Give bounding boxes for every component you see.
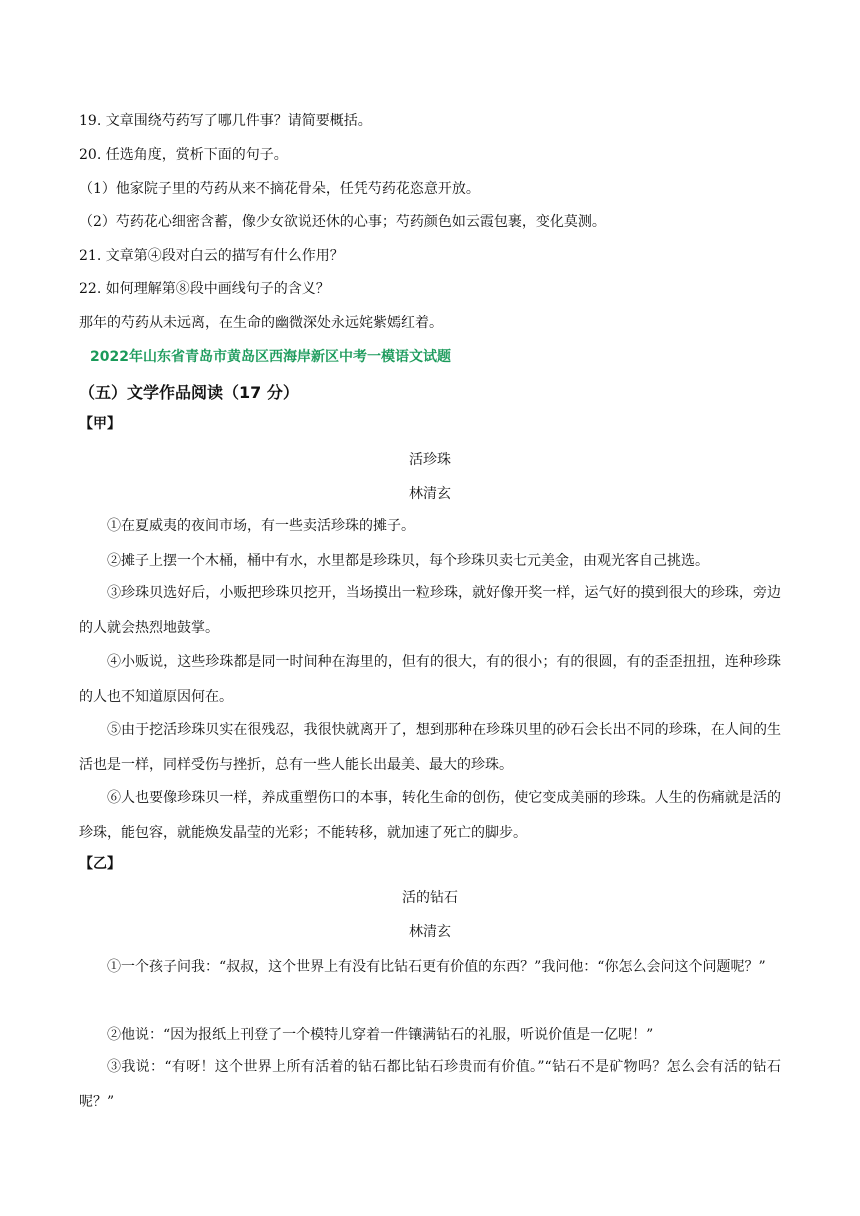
part-a-paragraph: ⑤由于挖活珍珠贝实在很残忍，我很快就离开了，想到那种在珍珠贝里的砂石会长出不同的珍珠，在人间的生活也是一样，同样受伤与挫折，总有一些人能长出最美、最大的珍珠。 — [79, 722, 781, 773]
exam-source-title: 2022年山东省青岛市黄岛区西海岸新区中考一模语文试题 — [90, 349, 451, 365]
part-a-paragraph: ①在夏威夷的夜间市场，有一些卖活珍珠的摊子。 — [107, 518, 415, 534]
part-a-paragraph: ②摊子上摆一个木桶，桶中有水，水里都是珍珠贝，每个珍珠贝卖七元美金，由观光客自己挑选。 — [107, 553, 709, 569]
part-b-paragraph: ①一个孩子问我：“叔叔，这个世界上有没有比钻石更有价值的东西？”我问他：“你怎么会问这个问题呢？” — [107, 959, 766, 975]
question-19: 19. 文章围绕芍药写了哪几件事？请简要概括。 — [79, 113, 372, 129]
part-a-article-author: 林清玄 — [409, 486, 451, 502]
part-a-paragraph: ⑥人也要像珍珠贝一样，养成重塑伤口的本事，转化生命的创伤，使它变成美丽的珍珠。人生的伤痛就是活的珍珠，能包容，就能焕发晶莹的光彩；不能转移，就加速了死亡的脚步。 — [79, 790, 781, 841]
part-a-paragraph: ③珍珠贝选好后，小贩把珍珠贝挖开，当场摸出一粒珍珠，就好像开奖一样，运气好的摸到很大的珍珠，旁边的人就会热烈地鼓掌。 — [79, 585, 781, 636]
part-b-paragraph: ②他说：“因为报纸上刊登了一个模特儿穿着一件镶满钻石的礼服，听说价值是一亿呢！” — [107, 1027, 654, 1043]
question-20-item-1: （1）他家院子里的芍药从来不摘花骨朵，任凭芍药花恣意开放。 — [79, 181, 480, 197]
question-20-item-2: （2）芍药花心细密含蓄，像少女欲说还休的心事；芍药颜色如云霞包裹，变化莫测。 — [79, 214, 606, 230]
part-b-article-title: 活的钻石 — [402, 890, 458, 906]
part-a-paragraph: ④小贩说，这些珍珠都是同一时间种在海里的，但有的很大，有的很小；有的很圆，有的歪歪扭扭，连种珍珠的人也不知道原因何在。 — [79, 654, 781, 705]
question-22: 22. 如何理解第⑧段中画线句子的含义？ — [79, 281, 330, 297]
part-a-article-title: 活珍珠 — [409, 452, 451, 468]
part-b-paragraph: ③我说：“有呀！这个世界上所有活着的钻石都比钻石珍贵而有价值。”“钻石不是矿物吗？怎么会有活的钻石呢？” — [79, 1059, 781, 1110]
part-a-label: 【甲】 — [79, 416, 121, 432]
section-heading: （五）文学作品阅读（17 分） — [79, 383, 299, 402]
question-21: 21. 文章第④段对白云的描写有什么作用？ — [79, 248, 344, 264]
part-b-label: 【乙】 — [79, 856, 121, 872]
part-b-article-author: 林清玄 — [409, 924, 451, 940]
question-22-quoted-sentence: 那年的芍药从未远离，在生命的幽微深处永远姹紫嫣红着。 — [79, 315, 443, 331]
question-20: 20. 任选角度，赏析下面的句子。 — [79, 147, 288, 163]
